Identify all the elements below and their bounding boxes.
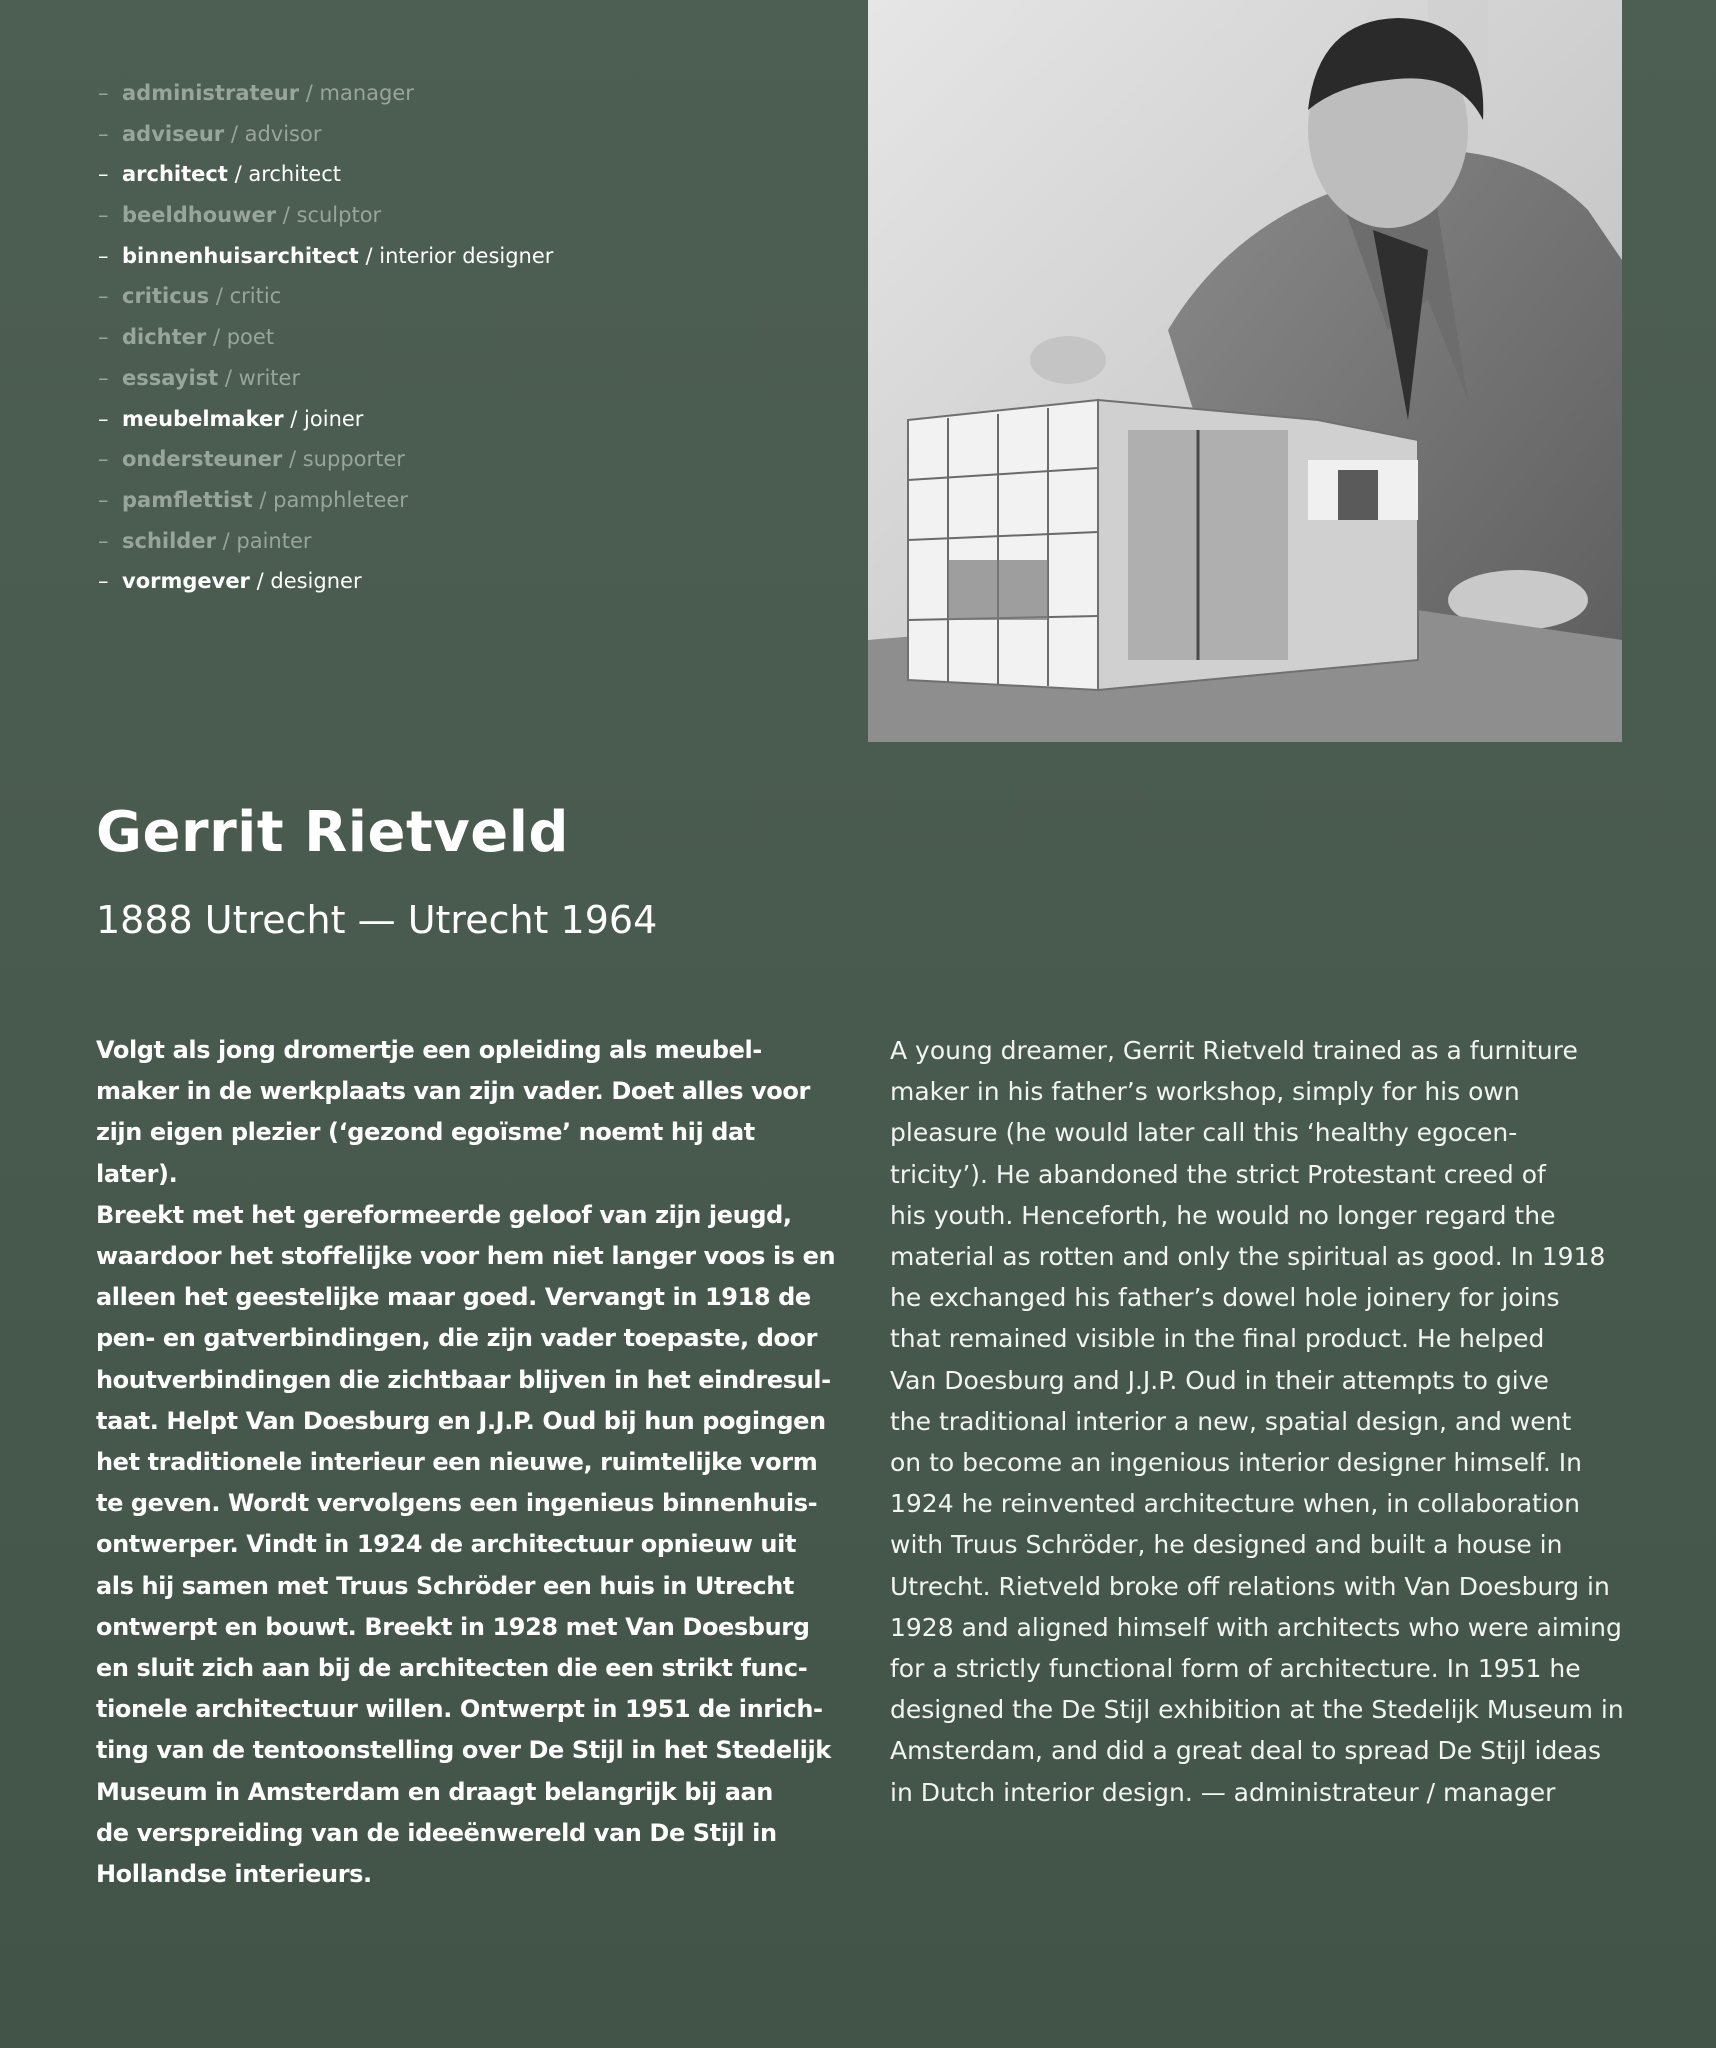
text-line: he exchanged his father’s dowel hole joinery for joins: [890, 1283, 1560, 1313]
role-separator: /: [206, 325, 227, 350]
text-line: Amsterdam, and did a great deal to spread De Stijl ideas: [890, 1736, 1602, 1766]
text-line: te geven. Wordt vervolgens een ingenieus binnenhuis-: [96, 1489, 818, 1518]
text-line: for a strictly functional form of architecture. In 1951 he: [890, 1654, 1581, 1684]
role-separator: /: [283, 406, 305, 431]
dash-marker: –: [98, 325, 109, 350]
role-separator: /: [252, 487, 274, 512]
role-english: advisor: [244, 121, 322, 146]
role-dutch: beeldhouwer: [122, 203, 277, 228]
dash-marker: –: [98, 121, 109, 146]
role-item: [98, 159, 553, 200]
role-english: sculptor: [296, 203, 382, 228]
english-biography: [890, 1030, 1660, 1813]
dash-marker: –: [98, 284, 109, 309]
role-english: pamphleteer: [273, 487, 408, 512]
role-dutch: architect: [122, 162, 228, 187]
role-english: painter: [236, 528, 312, 553]
role-item: [98, 241, 553, 282]
role-separator: /: [227, 162, 249, 187]
text-line: that remained visible in the final product. He helped: [890, 1324, 1545, 1354]
role-english: critic: [229, 284, 282, 309]
role-english: designer: [270, 569, 362, 594]
role-separator: /: [215, 528, 237, 553]
text-line: zijn eigen plezier (‘gezond egoïsme’ noemt hij dat later).: [96, 1118, 755, 1188]
role-item: [98, 566, 553, 607]
role-separator: /: [282, 447, 303, 472]
role-dutch: vormgever: [122, 569, 250, 594]
role-dutch: criticus: [122, 284, 210, 309]
role-item: [98, 78, 553, 119]
photo-rietveld-with-house-model: [868, 0, 1622, 742]
text-line: de verspreiding van de ideeënwereld van De Stijl in: [96, 1818, 777, 1847]
text-line: pleasure (he would later call this ‘healthy egocen-: [890, 1118, 1518, 1148]
dash-marker: –: [98, 569, 109, 594]
role-dutch: dichter: [122, 325, 207, 350]
dash-marker: –: [98, 243, 109, 268]
role-separator: /: [224, 121, 245, 146]
dutch-biography: [96, 1030, 836, 1895]
text-line: en sluit zich aan bij de architecten die een strikt func-: [96, 1654, 808, 1683]
text-line: in Dutch interior design. — administrateur / manager: [890, 1777, 1556, 1807]
dash-marker: –: [98, 447, 109, 472]
text-line: on to become an ingenious interior designer himself. In: [890, 1448, 1583, 1478]
dash-marker: –: [98, 365, 109, 390]
dash-marker: –: [98, 406, 109, 431]
dash-marker: –: [98, 528, 109, 553]
roles-list: [98, 78, 553, 607]
text-line: als hij samen met Truus Schröder een huis in Utrecht: [96, 1571, 794, 1600]
role-separator: /: [358, 243, 380, 268]
text-line: with Truus Schröder, he designed and built a house in: [890, 1530, 1563, 1560]
role-separator: /: [299, 81, 320, 105]
dash-marker: –: [98, 162, 109, 187]
role-item: [98, 281, 553, 322]
role-dutch: ondersteuner: [122, 447, 283, 472]
role-separator: /: [249, 569, 271, 594]
role-dutch: adviseur: [122, 121, 225, 146]
dash-marker: –: [98, 81, 109, 105]
text-line: maker in his father’s workshop, simply for his own: [890, 1077, 1520, 1107]
text-line: Van Doesburg and J.J.P. Oud in their attempts to give: [890, 1365, 1549, 1395]
role-english: writer: [238, 365, 301, 390]
role-english: architect: [248, 162, 342, 187]
role-english: supporter: [302, 447, 405, 472]
role-item: [98, 200, 553, 241]
role-separator: /: [218, 365, 239, 390]
text-line: ting van de tentoonstelling over De Stijl in het Stedelijk: [96, 1736, 831, 1765]
text-line: alleen het geestelijke maar goed. Vervangt in 1918 de: [96, 1283, 811, 1312]
text-line: Breekt met het gereformeerde geloof van zijn jeugd,: [96, 1200, 792, 1229]
dash-marker: –: [98, 487, 109, 512]
life-dates: 1888 Utrecht — Utrecht 1964: [96, 898, 658, 942]
portrait-photo: [868, 0, 1622, 742]
role-separator: /: [276, 203, 297, 228]
text-line: Utrecht. Rietveld broke off relations with Van Doesburg in: [890, 1571, 1610, 1601]
text-line: Museum in Amsterdam en draagt belangrijk bij aan: [96, 1777, 773, 1806]
role-dutch: binnenhuisarchitect: [122, 243, 359, 268]
text-line: the traditional interior a new, spatial design, and went: [890, 1406, 1572, 1436]
role-item: [98, 526, 553, 567]
text-line: pen- en gatverbindingen, die zijn vader toepaste, door: [96, 1324, 818, 1353]
role-item: [98, 485, 553, 526]
text-line: tionele architectuur willen. Ontwerpt in 1951 de inrich-: [96, 1695, 823, 1724]
page-title: Gerrit Rietveld: [96, 800, 569, 865]
text-line: Volgt als jong dromertje een opleiding als meubel-: [96, 1036, 762, 1064]
role-dutch: meubelmaker: [122, 406, 284, 431]
role-dutch: schilder: [122, 528, 216, 553]
text-line: waardoor het stoffelijke voor hem niet langer voos is en: [96, 1242, 836, 1271]
role-item: [98, 444, 553, 485]
text-line: material as rotten and only the spiritual as good. In 1918: [890, 1242, 1606, 1272]
role-english: joiner: [304, 406, 364, 431]
role-english: poet: [226, 325, 275, 350]
text-line: het traditionele interieur een nieuwe, ruimtelijke vorm: [96, 1448, 818, 1477]
text-line: designed the De Stijl exhibition at the Stedelijk Museum in: [890, 1695, 1624, 1725]
text-line: taat. Helpt Van Doesburg en J.J.P. Oud bij hun pogingen: [96, 1406, 826, 1435]
role-dutch: administrateur: [122, 81, 300, 105]
text-line: houtverbindingen die zichtbaar blijven in het eindresul-: [96, 1365, 831, 1394]
role-english: interior designer: [379, 243, 554, 268]
text-line: 1924 he reinvented architecture when, in collaboration: [890, 1489, 1580, 1519]
text-line: A young dreamer, Gerrit Rietveld trained as a furniture: [890, 1036, 1578, 1065]
role-item: [98, 322, 553, 363]
role-item: [98, 119, 553, 160]
text-line: his youth. Henceforth, he would no longer regard the: [890, 1200, 1556, 1230]
text-line: ontwerper. Vindt in 1924 de architectuur opnieuw uit: [96, 1530, 797, 1559]
role-item: [98, 404, 553, 445]
role-english: manager: [319, 81, 414, 105]
text-line: maker in de werkplaats van zijn vader. Doet alles voor: [96, 1077, 810, 1106]
role-item: [98, 363, 553, 404]
role-dutch: pamflettist: [122, 487, 253, 512]
text-line: tricity’). He abandoned the strict Protestant creed of: [890, 1159, 1546, 1189]
role-separator: /: [209, 284, 230, 309]
dash-marker: –: [98, 203, 109, 228]
text-line: 1928 and aligned himself with architects who were aiming: [890, 1612, 1622, 1642]
text-line: ontwerpt en bouwt. Breekt in 1928 met Van Doesburg: [96, 1612, 810, 1641]
role-dutch: essayist: [122, 365, 219, 390]
text-line: Hollandse interieurs.: [96, 1860, 372, 1889]
